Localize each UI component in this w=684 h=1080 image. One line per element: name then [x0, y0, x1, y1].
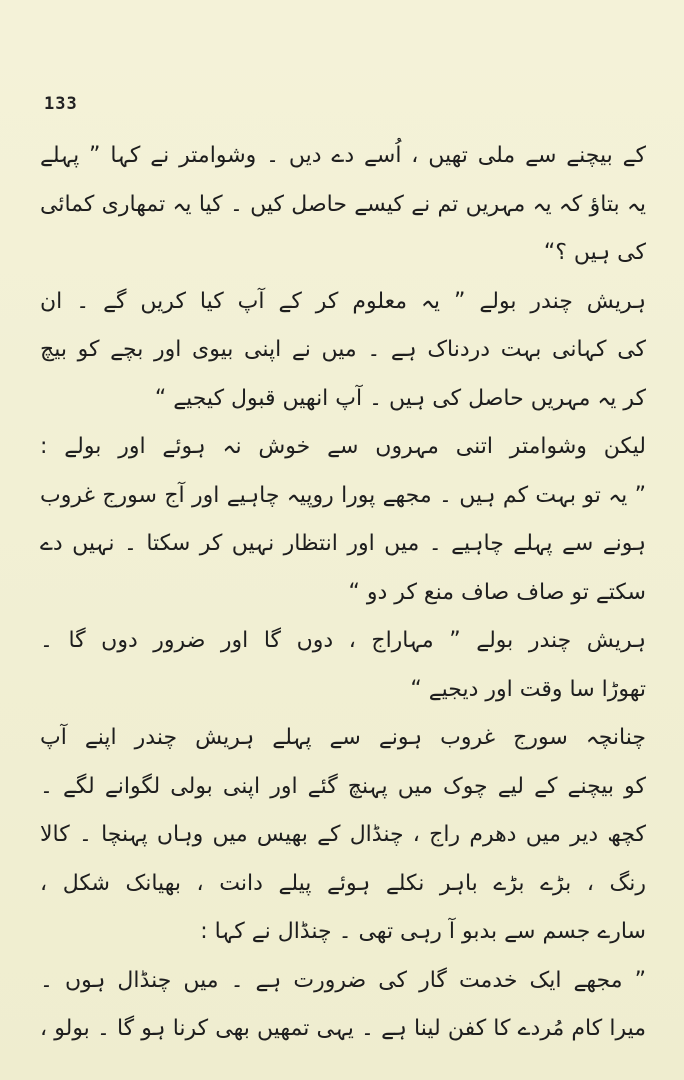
text-line: کی کہانی بہت دردناک ہے ۔ میں نے اپنی بیوی اور بچے کو بیچ — [40, 337, 646, 362]
urdu-text-block — [40, 132, 646, 1054]
text-line: سارے جسم سے بدبو آ رہی تھی ۔ چنڈال نے کہا : — [200, 919, 646, 944]
page-number: 133 — [44, 94, 78, 114]
text-line: سکتے تو صاف صاف منع کر دو “ — [348, 579, 646, 605]
text-line: کے بیچنے سے ملی تھیں ، اُسے دے دیں ۔ وشوامتر نے کہا ” پہلے — [40, 143, 646, 168]
text-line: چنانچہ سورج غروب ہونے سے پہلے ہریش چندر اپنے آپ — [40, 725, 646, 750]
text-line: کر یہ مہریں حاصل کی ہیں ۔ آپ انھیں قبول کیجیے “ — [154, 385, 646, 411]
text-line: تھوڑا سا وقت اور دیجیے “ — [410, 676, 646, 702]
text-line: ” یہ تو بہت کم ہیں ۔ مجھے پورا روپیہ چاہیے اور آج سورج غروب — [40, 482, 646, 508]
text-line: ہونے سے پہلے چاہیے ۔ میں اور انتظار نہیں کر سکتا ۔ نہیں دے — [40, 531, 646, 556]
text-line: ہریش چندر بولے ” یہ معلوم کر کے آپ کیا کریں گے ۔ ان — [40, 288, 646, 314]
text-line: لیکن وشوامتر اتنی مہروں سے خوش نہ ہوئے اور بولے : — [40, 434, 646, 459]
text-line: کچھ دیر میں دھرم راج ، چنڈال کے بھیس میں وہاں پہنچا ۔ کالا — [40, 822, 646, 847]
text-line: رنگ ، بڑے بڑے باہر نکلے ہوئے پیلے دانت ، بھیانک شکل ، — [40, 870, 646, 896]
text-line: کو بیچنے کے لیے چوک میں پہنچ گئے اور اپنی بولی لگوانے لگے ۔ — [40, 773, 646, 799]
text-line: ہریش چندر بولے ” مہاراج ، دوں گا اور ضرور دوں گا ۔ — [40, 628, 646, 653]
text-line: یہ بتاؤ کہ یہ مہریں تم نے کیسے حاصل کیں ۔ کیا یہ تمھاری کمائی — [40, 191, 646, 217]
text-line: میرا کام مُردے کا کفن لینا ہے ۔ یہی تمھیں بھی کرنا ہو گا ۔ بولو ، — [40, 1016, 646, 1041]
text-line: ” مجھے ایک خدمت گار کی ضرورت ہے ۔ میں چنڈال ہوں ۔ — [40, 967, 646, 993]
text-line: کی ہیں ؟“ — [543, 240, 646, 265]
